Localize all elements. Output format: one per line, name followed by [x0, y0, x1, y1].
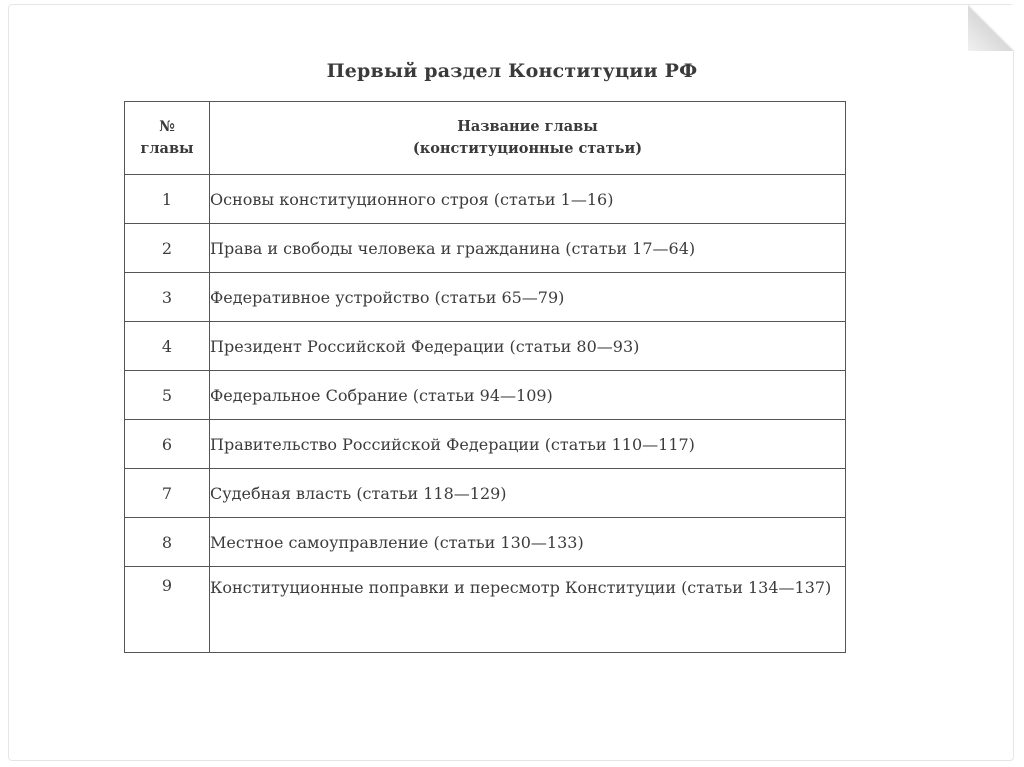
table-row: [125, 420, 846, 469]
chapters-table: [124, 101, 846, 653]
header-name-subtitle: (конституционные статьи): [412, 140, 643, 157]
chapter-name: Права и свободы человека и гражданина (статьи 17—64): [210, 224, 846, 273]
header-chapter-number: [125, 102, 210, 175]
chapter-name: Президент Российской Федерации (статьи 80—93): [210, 322, 846, 371]
chapter-number: 4: [125, 322, 210, 371]
header-chapter-name: [210, 102, 846, 175]
chapter-number: 1: [125, 175, 210, 224]
chapter-number: 6: [125, 420, 210, 469]
chapter-number: 8: [125, 518, 210, 567]
header-number-sign: №: [159, 118, 175, 135]
document-title: Первый раздел Конституции РФ: [326, 60, 698, 82]
header-number-word: главы: [140, 140, 194, 157]
table-row: [125, 469, 846, 518]
chapter-number: 5: [125, 371, 210, 420]
chapter-number: 3: [125, 273, 210, 322]
table-row: [125, 567, 846, 653]
chapter-name: Федеративное устройство (статьи 65—79): [210, 273, 846, 322]
chapter-name: Федеральное Собрание (статьи 94—109): [210, 371, 846, 420]
table-row: [125, 175, 846, 224]
page-curl-corner: [968, 5, 1014, 51]
table-header-row: [125, 102, 846, 175]
table-row: [125, 371, 846, 420]
table-row: [125, 518, 846, 567]
chapter-number: 9: [125, 567, 210, 653]
table-row: [125, 322, 846, 371]
chapter-name: Местное самоуправление (статьи 130—133): [210, 518, 846, 567]
chapter-number: 7: [125, 469, 210, 518]
chapter-name: Судебная власть (статьи 118—129): [210, 469, 846, 518]
table-row: [125, 273, 846, 322]
header-name-title: Название главы: [457, 118, 598, 135]
table-row: [125, 224, 846, 273]
chapter-name: Конституционные поправки и пересмотр Конституции (статьи 134—137): [210, 567, 846, 653]
chapter-name: Правительство Российской Федерации (статьи 110—117): [210, 420, 846, 469]
chapter-number: 2: [125, 224, 210, 273]
chapter-name: Основы конституционного строя (статьи 1—16): [210, 175, 846, 224]
